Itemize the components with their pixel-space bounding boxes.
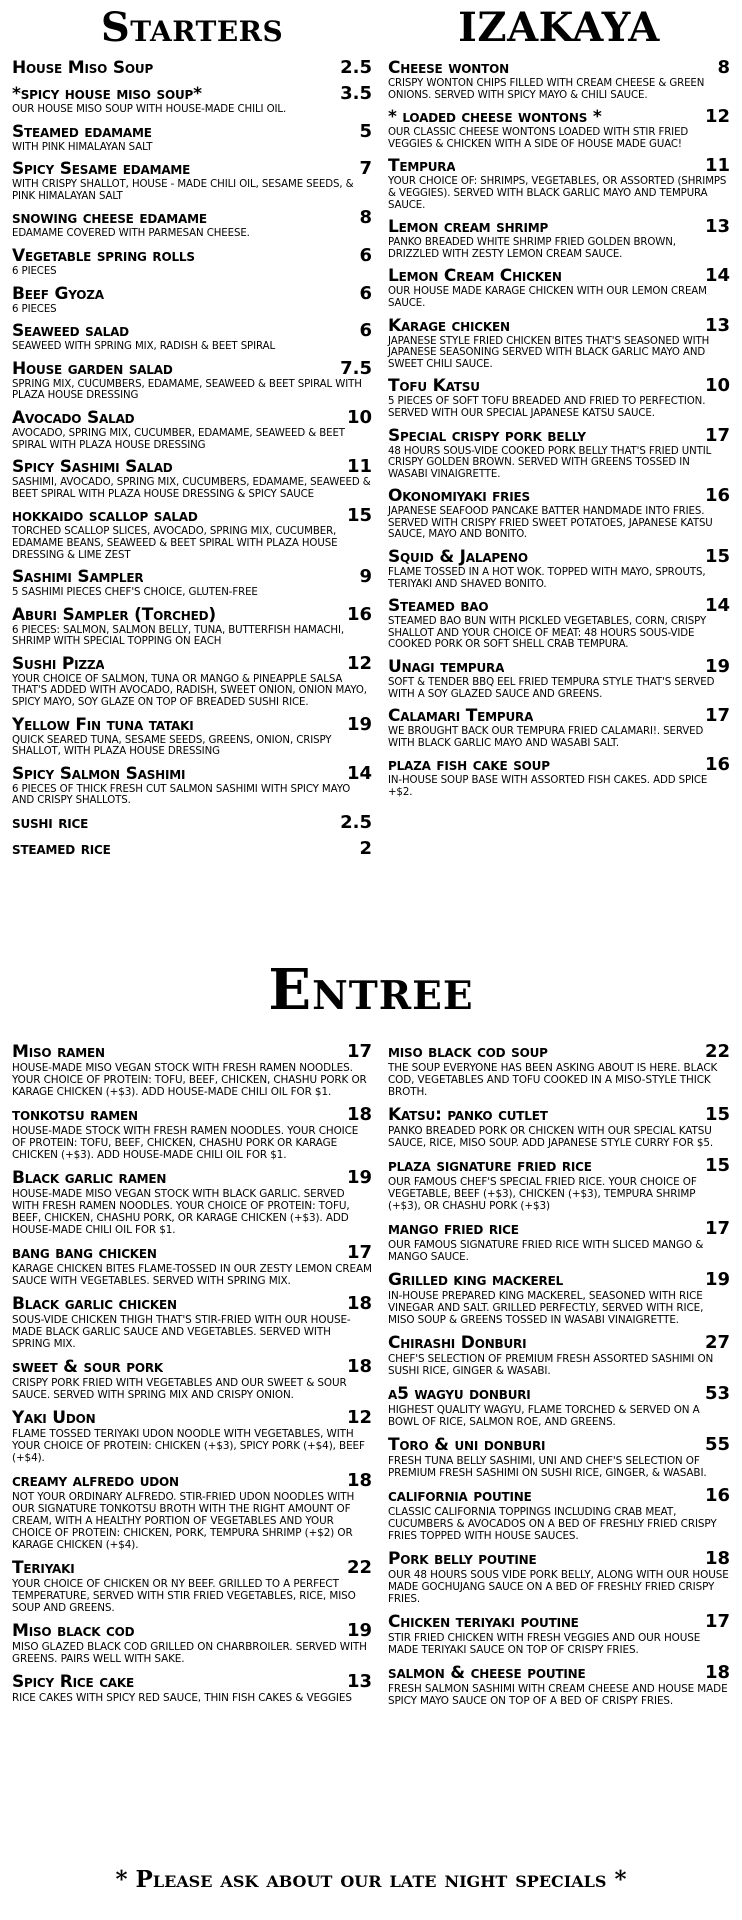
menu-item-price: 22 [346,1557,372,1578]
menu-item-description: NOT YOUR ORDINARY ALFREDO. STIR-FRIED UDON NOODLES WITH OUR SIGNATURE TONKOTSU BROTH WITH THE RIGHT AMOUNT OF CREAM, WITH A HEALTHY PORTION OF VEGETABLES AND YOUR CHOICE OF PROTEIN: CHICKEN, PORK, TEMPURA SHRIMP (+$2) OR KARAGE CHICKEN (+$4). [12,1491,355,1551]
menu-item-name: Teriyaki [12,1559,75,1578]
menu-item-header [12,1672,372,1692]
menu-item-name: Chicken teriyaki poutine [388,1613,579,1632]
menu-item-name: tonkotsu ramen [12,1106,138,1125]
menu-item-description: IN-HOUSE PREPARED KING MACKEREL, SEASONED WITH RICE VINEGAR AND SALT. GRILLED PERFECTLY, SERVED WITH RICE, MISO SOUP & GREENS TOSSED IN WASABI VINAIGRETTE. [388,1290,704,1326]
menu-item-price: 17 [704,1218,730,1239]
menu-item-description: HOUSE-MADE MISO VEGAN STOCK WITH FRESH RAMEN NOODLES. YOUR CHOICE OF PROTEIN: TOFU, BEEF, CHICKEN, CHASHU PORK OR KARAGE CHICKEN (+$3). ADD HOUSE-MADE CHILI OIL FOR $1. [12,1062,367,1098]
menu-item [388,1219,730,1263]
menu-item-price: 55 [704,1434,730,1455]
menu-item-name: sweet & sour pork [12,1358,164,1377]
menu-item-header [12,246,372,266]
menu-item-price: 12 [704,106,730,128]
menu-item [12,1042,372,1098]
menu-item-header [388,1270,730,1290]
menu-item-description: 6 PIECES [12,303,57,315]
menu-item [12,715,372,758]
menu-item [388,266,730,309]
menu-item-price: 10 [704,375,730,397]
menu-item-description: 5 SASHIMI PIECES CHEF'S CHOICE, GLUTEN-FREE [12,587,258,599]
menu-item-name: hokkaido scallop salad [12,507,198,527]
menu-item-name: Steamed bao [388,597,489,617]
menu-item-price: 15 [704,546,730,568]
menu-item-name: salmon & cheese poutine [388,1664,586,1683]
menu-item-price: 17 [704,424,730,446]
menu-item-description: YOUR CHOICE OF CHICKEN OR NY BEEF. GRILLED TO A PERFECT TEMPERATURE, SERVED WITH STIR FRIED VEGETABLES, RICE, MISO SOUP AND GREENS. [12,1578,356,1614]
menu-item [12,813,372,833]
menu-item-price: 6 [359,244,372,266]
menu-item-header [12,84,372,104]
menu-item [12,1558,372,1614]
menu-item-price: 27 [704,1332,730,1353]
menu-item-price: 13 [346,1671,372,1692]
menu-item-price: 3.5 [340,83,372,104]
menu-item-description: OUR HOUSE MISO SOUP WITH HOUSE-MADE CHILI OIL. [12,104,287,115]
menu-item [388,426,730,481]
menu-item-header [12,1558,372,1578]
menu-item-name: Tempura [388,157,456,177]
menu-item-price: 22 [704,1041,730,1062]
menu-item-name: House garden salad [12,359,173,379]
menu-item-price: 7 [359,158,372,180]
menu-item-description: HOUSE-MADE STOCK WITH FRESH RAMEN NOODLES. YOUR CHOICE OF PROTEIN: TOFU, BEEF, CHICKEN, CHASHU PORK OR KARAGE CHICKEN (+$3). ADD HOUSE-MADE CHILI OIL FOR $1. [12,1125,359,1161]
menu-item-price: 19 [346,1167,372,1188]
menu-item-name: Sashimi Sampler [12,568,144,588]
menu-item-name: Karage chicken [388,316,510,336]
menu-item-name: House Miso Soup [12,59,154,78]
menu-item-header [12,1243,372,1263]
menu-item-name: Sushi Pizza [12,654,105,674]
menu-item [12,1621,372,1665]
menu-item [388,1384,730,1428]
menu-item-name: Calamari Tempura [388,707,534,727]
menu-item-description: IN-HOUSE SOUP BASE WITH ASSORTED FISH CAKES. ADD SPICE +$2. [388,775,708,798]
menu-item-price: 6 [359,320,372,342]
menu-item-name: snowing cheese edamame [12,209,207,229]
menu-item-description: HOUSE-MADE MISO VEGAN STOCK WITH BLACK GARLIC. SERVED WITH FRESH RAMEN NOODLES. YOUR CHOICE OF PROTEIN: TOFU, BEEF, CHICKEN, CHASHU PORK, OR KARAGE CHICKEN (+$3). ADD HOUSE-MADE CHILI OIL FOR $1. [12,1188,350,1236]
menu-item-description: KARAGE CHICKEN BITES FLAME-TOSSED IN OUR ZESTY LEMON CREAM SAUCE WITH VEGETABLES. SERVED WITH SPRING MIX. [12,1263,372,1287]
menu-item-description: OUR 48 HOURS SOUS VIDE PORK BELLY, ALONG WITH OUR HOUSE MADE GOCHUJANG SAUCE ON A BED OF FRESHLY FRIED CRISPY FRIES. [388,1569,729,1605]
menu-item-description: FRESH TUNA BELLY SASHIMI, UNI AND CHEF'S SELECTION OF PREMIUM FRESH SASHIMI ON SUSHI RICE, GINGER, & WASABI. [388,1455,707,1479]
menu-item-header [388,1333,730,1353]
menu-item-description: HIGHEST QUALITY WAGYU, FLAME TORCHED & SERVED ON A BOWL OF RICE, SALMON ROE, AND GREENS. [388,1404,700,1428]
menu-item-price: 2.5 [340,812,372,834]
menu-item [12,122,372,154]
menu-item-name: Spicy Rice cake [12,1673,134,1692]
menu-item-name: Okonomiyaki fries [388,487,530,507]
menu-item [388,316,730,371]
menu-item [388,107,730,150]
menu-item-description: YOUR CHOICE OF SALMON, TUNA OR MANGO & PINEAPPLE SALSA THAT'S ADDED WITH AVOCADO, RADISH, SWEET ONION, ONION MAYO, SPICY MAYO, SOY GLAZE ON TOP OF BREADED SUSHI RICE. [12,673,367,709]
menu-item [388,547,730,590]
menu-item [12,654,372,709]
menu-item-description: RICE CAKES WITH SPICY RED SAUCE, THIN FISH CAKES & VEGGIES [12,1692,352,1704]
menu-item-header [12,408,372,428]
menu-item-description: EDAMAME COVERED WITH PARMESAN CHEESE. [12,228,250,240]
izakaya-list [388,58,730,799]
menu-item-price: 19 [346,713,372,735]
entree-left-column [12,1042,372,1711]
menu-item-name: Spicy Sashimi Salad [12,458,173,478]
menu-item [388,1612,730,1656]
menu-item-price: 18 [346,1293,372,1314]
menu-item-header [388,426,730,446]
menu-item-name: Special crispy pork belly [388,426,586,446]
menu-item-header [388,1105,730,1125]
menu-item-price: 10 [346,406,372,428]
menu-item-description: STEAMED BAO BUN WITH PICKLED VEGETABLES, CORN, CRISPY SHALLOT AND YOUR CHOICE OF MEAT: 48 HOURS SOUS-VIDE COOKED PORK OR SOFT SHELL CRAB TEMPURA. [388,616,707,651]
izakaya-title: IZAKAYA [458,4,660,51]
menu-item-header [388,1486,730,1506]
menu-item-description: SPRING MIX, CUCUMBERS, EDAMAME, SEAWEED & BEET SPIRAL WITH PLAZA HOUSE DRESSING [12,378,362,402]
menu-item-header [388,1042,730,1062]
menu-item-name: Toro & uni donburi [388,1436,546,1455]
menu-item-header [12,506,372,526]
menu-item-price: 8 [359,207,372,229]
menu-item-price: 19 [704,656,730,678]
menu-item-price: 17 [346,1041,372,1062]
menu-item [12,58,372,78]
menu-item-description: STIR FRIED CHICKEN WITH FRESH VEGGIES AND OUR HOUSE MADE TERIYAKI SAUCE ON TOP OF CRISPY FRIES. [388,1632,701,1656]
menu-item-header [388,1663,730,1683]
menu-item [388,755,730,798]
menu-item-description: CRISPY WONTON CHIPS FILLED WITH CREAM CHEESE & GREEN ONIONS. SERVED WITH SPICY MAYO & CHILI SAUCE. [388,78,705,101]
menu-item-name: creamy alfredo udon [12,1472,179,1491]
menu-item-price: 2.5 [340,57,372,78]
menu-item-description: 48 HOURS SOUS-VIDE COOKED PORK BELLY THAT'S FRIED UNTIL CRISPY GOLDEN BROWN. SERVED WITH GREENS TOSSED IN WASABI VINAIGRETTE. [388,445,712,480]
starters-title: Starters [100,4,284,51]
menu-item [388,657,730,700]
menu-item-name: Cheese wonton [388,59,509,78]
menu-item-header [12,58,372,78]
menu-item-header [388,596,730,616]
menu-item [12,1471,372,1551]
menu-item-description: OUR FAMOUS CHEF'S SPECIAL FRIED RICE. YOUR CHOICE OF VEGETABLE, BEEF (+$3), CHICKEN (+$3), TEMPURA SHRIMP (+$3), OR CHASHU PORK (+$3) [388,1176,697,1212]
menu-item [12,284,372,316]
menu-item-price: 15 [704,1104,730,1125]
entree-title: Entree [268,957,474,1023]
menu-item [12,506,372,561]
menu-item-description: TORCHED SCALLOP SLICES, AVOCADO, SPRING MIX, CUCUMBER, EDAMAME BEANS, SEAWEED & BEET SPIRAL WITH PLAZA HOUSE DRESSING & LIME ZEST [12,526,338,561]
menu-item-header [388,1219,730,1239]
menu-item-name: * loaded cheese wontons * [388,108,602,128]
menu-item [388,217,730,260]
menu-item-description: WE BROUGHT BACK OUR TEMPURA FRIED CALAMARI!. SERVED WITH BLACK GARLIC MAYO AND WASABI SALT. [388,726,704,749]
menu-item [12,1294,372,1350]
menu-item [12,359,372,402]
menu-item-name: mango fried rice [388,1220,519,1239]
menu-item-price: 15 [704,1155,730,1176]
menu-item-header [12,284,372,304]
menu-item-description: OUR FAMOUS SIGNATURE FRIED RICE WITH SLICED MANGO & MANGO SAUCE. [388,1239,704,1263]
menu-item [388,1333,730,1377]
menu-item [12,1168,372,1236]
menu-item-name: california poutine [388,1487,532,1506]
menu-item-header [12,567,372,587]
menu-item-header [12,1621,372,1641]
menu-item-header [12,839,372,859]
menu-item-price: 7.5 [340,357,372,379]
menu-item-name: plaza fish cake soup [388,756,550,776]
menu-item [388,156,730,211]
menu-item-name: Yaki Udon [12,1409,96,1428]
menu-item-price: 16 [346,603,372,625]
menu-item-description: OUR CLASSIC CHEESE WONTONS LOADED WITH STIR FRIED VEGGIES & CHICKEN WITH A SIDE OF HOUSE MADE GUAC! [388,127,689,150]
menu-item-price: 14 [346,762,372,784]
menu-item-description: PANKO BREADED WHITE SHRIMP FRIED GOLDEN BROWN, DRIZZLED WITH ZESTY LEMON CREAM SAUCE. [388,237,676,260]
menu-item-price: 13 [704,216,730,238]
entree-right-column [388,1042,730,1714]
menu-item-header [388,217,730,237]
menu-item-name: Yellow Fin tuna tataki [12,715,194,735]
menu-item [388,1270,730,1326]
menu-item-price: 13 [704,314,730,336]
menu-item [12,159,372,202]
menu-item [388,1105,730,1149]
late-night-specials-note: * Please ask about our late night specials * [115,1866,627,1893]
menu-item-price: 19 [704,1269,730,1290]
menu-item [12,457,372,500]
menu-item-price: 18 [704,1548,730,1569]
menu-item-header [388,547,730,567]
menu-item [12,246,372,278]
menu-item [388,706,730,749]
menu-item-name: Lemon Cream Chicken [388,267,562,287]
menu-item-header [388,1156,730,1176]
menu-item-price: 17 [704,705,730,727]
menu-item-header [12,1408,372,1428]
menu-item-description: OUR HOUSE MADE KARAGE CHICKEN WITH OUR LEMON CREAM SAUCE. [388,286,707,309]
menu-item [12,1672,372,1704]
menu-item [388,1435,730,1479]
menu-item-price: 5 [359,120,372,142]
menu-item-name: *spicy house miso soup* [12,85,202,104]
menu-item [12,764,372,807]
menu-item-name: Beef Gyoza [12,284,104,304]
menu-item-name: Spicy Salmon Sashimi [12,764,186,784]
menu-item-price: 16 [704,1485,730,1506]
menu-item [12,1105,372,1161]
menu-item-price: 17 [346,1242,372,1263]
menu-item-price: 53 [704,1383,730,1404]
menu-item [12,208,372,240]
menu-item-name: Vegetable spring rolls [12,246,195,266]
menu-item-price: 18 [346,1470,372,1491]
menu-item-header [388,657,730,677]
menu-item [388,58,730,101]
menu-item-name: bang bang chicken [12,1244,157,1263]
menu-item [12,1408,372,1464]
menu-item-header [388,486,730,506]
menu-item [12,1357,372,1401]
menu-item-price: 18 [346,1104,372,1125]
menu-item-description: 5 PIECES OF SOFT TOFU BREADED AND FRIED TO PERFECTION. SERVED WITH OUR SPECIAL JAPANESE KATSU SAUCE. [388,396,706,419]
menu-item-header [388,1384,730,1404]
menu-item-description: MISO GLAZED BLACK COD GRILLED ON CHARBROILER. SERVED WITH GREENS. PAIRS WELL WITH SAKE. [12,1641,367,1665]
menu-item-header [388,706,730,726]
starters-list [12,58,372,859]
izakaya-column [388,4,730,805]
menu-item-header [12,359,372,379]
menu-item-name: sushi rice [12,814,89,834]
menu-item [12,605,372,648]
menu-item-price: 9 [359,566,372,588]
menu-item-description: FLAME TOSSED TERIYAKI UDON NOODLE WITH VEGETABLES, WITH YOUR CHOICE OF PROTEIN: CHICKEN (+$3), SPICY PORK (+$4), BEEF (+$4). [12,1428,365,1464]
menu-item-description: JAPANESE SEAFOOD PANCAKE BATTER HANDMADE INTO FRIES. SERVED WITH CRISPY FRIED SWEET POTATOES, JAPANESE KATSU SAUCE, MAYO AND BONITO. [388,506,713,541]
menu-item-description: SOFT & TENDER BBQ EEL FRIED TEMPURA STYLE THAT'S SERVED WITH A SOY GLAZED SAUCE AND GREENS. [388,677,715,700]
menu-item-name: Miso black cod [12,1622,135,1641]
menu-item-name: plaza signature fried rice [388,1157,592,1176]
menu-item-name: steamed rice [12,840,111,860]
menu-item-header [12,457,372,477]
menu-item-description: PANKO BREADED PORK OR CHICKEN WITH OUR SPECIAL KATSU SAUCE, RICE, MISO SOUP. ADD JAPANESE STYLE CURRY FOR $5. [388,1125,714,1149]
menu-item-price: 17 [704,1611,730,1632]
menu-item-header [12,1042,372,1062]
menu-item [388,1663,730,1707]
menu-item-description: CRISPY PORK FRIED WITH VEGETABLES AND OUR SWEET & SOUR SAUCE. SERVED WITH SPRING MIX AND CRISPY ONION. [12,1377,347,1401]
menu-item-description: FRESH SALMON SASHIMI WITH CREAM CHEESE AND HOUSE MADE SPICY MAYO SAUCE ON TOP OF A BED OF CRISPY FRIES. [388,1683,728,1707]
menu-item-description: AVOCADO, SPRING MIX, CUCUMBER, EDAMAME, SEAWEED & BEET SPIRAL WITH PLAZA HOUSE DRESSING [12,427,345,451]
menu-item-name: a5 wagyu donburi [388,1385,531,1404]
menu-item-price: 18 [346,1356,372,1377]
menu-item-header [12,159,372,179]
menu-item-header [12,321,372,341]
menu-item-price: 16 [704,485,730,507]
menu-item-header [388,58,730,78]
menu-item-header [388,376,730,396]
menu-item-name: Seaweed salad [12,322,129,342]
menu-item-name: Tofu Katsu [388,377,480,397]
menu-item [388,596,730,651]
menu-item [12,408,372,451]
menu-item-price: 6 [359,282,372,304]
menu-item [388,1156,730,1212]
menu-item-name: Lemon cream shrimp [388,218,549,238]
menu-item [388,1486,730,1542]
menu-item-description: 6 PIECES OF THICK FRESH CUT SALMON SASHIMI WITH SPICY MAYO AND CRISPY SHALLOTS. [12,783,351,807]
menu-item-description: WITH PINK HIMALAYAN SALT [12,141,153,153]
menu-item-price: 18 [704,1662,730,1683]
menu-item-description: JAPANESE STYLE FRIED CHICKEN BITES THAT'S SEASONED WITH JAPANESE SEASONING SERVED WITH BLACK GARLIC MAYO AND SWEET CHILI SAUCE. [388,335,710,370]
menu-item [12,567,372,599]
menu-item-name: Aburi Sampler (Torched) [12,605,216,625]
menu-item-header [12,715,372,735]
menu-item-header [388,107,730,127]
menu-item-header [12,1294,372,1314]
menu-item-header [388,1612,730,1632]
menu-item-header [12,605,372,625]
menu-item-header [12,1105,372,1125]
menu-item [388,486,730,541]
menu-item-header [12,764,372,784]
menu-item-description: SASHIMI, AVOCADO, SPRING MIX, CUCUMBERS, EDAMAME, SEAWEED & BEET SPIRAL WITH PLAZA HOUSE DRESSING & SPICY SAUCE [12,477,371,500]
menu-item-description: 6 PIECES [12,265,57,277]
menu-item-header [12,654,372,674]
menu-item-description: THE SOUP EVERYONE HAS BEEN ASKING ABOUT IS HERE. BLACK COD, VEGETABLES AND TOFU COOKED IN A MISO-STYLE THICK BROTH. [388,1062,718,1098]
menu-item [12,839,372,859]
menu-item-name: Steamed edamame [12,122,152,142]
menu-item-description: CLASSIC CALIFORNIA TOPPINGS INCLUDING CRAB MEAT, CUCUMBERS & AVOCADOS ON A BED OF FRESHLY FRIED CRISPY FRIES TOPPED WITH HOUSE SAUCES. [388,1506,717,1542]
menu-item-price: 8 [717,57,730,78]
menu-item-header [12,122,372,142]
menu-item-price: 11 [704,155,730,177]
menu-item-name: Grilled king mackerel [388,1271,564,1290]
menu-item-header [388,1549,730,1569]
menu-item-name: Chirashi Donburi [388,1334,527,1353]
menu-item-description: 6 PIECES: SALMON, SALMON BELLY, TUNA, BUTTERFISH HAMACHI, SHRIMP WITH SPECIAL TOPPING ON EACH [12,624,345,648]
menu-item-price: 16 [704,754,730,776]
menu-item-price: 14 [704,265,730,287]
menu-item [388,1549,730,1605]
menu-item-price: 12 [346,1407,372,1428]
menu-item-name: Black garlic chicken [12,1295,177,1314]
entree-left-list [12,1042,372,1704]
menu-item-price: 14 [704,595,730,617]
menu-item [12,1243,372,1287]
menu-item-name: Katsu: panko cutlet [388,1106,548,1125]
menu-item-description: SOUS-VIDE CHICKEN THIGH THAT'S STIR-FRIED WITH OUR HOUSE-MADE BLACK GARLIC SAUCE AND VEGETABLES. SERVED WITH SPRING MIX. [12,1314,351,1350]
menu-item-price: 11 [346,456,372,478]
entree-right-list [388,1042,730,1707]
menu-item-header [388,755,730,775]
menu-item-description: YOUR CHOICE OF: SHRIMPS, VEGETABLES, OR ASSORTED (SHRIMPS & VEGGIES). SERVED WITH BLACK GARLIC MAYO AND TEMPURA SAUCE. [388,176,727,211]
menu-item-name: Unagi tempura [388,658,505,678]
menu-item-header [12,1168,372,1188]
menu-item-header [12,208,372,228]
menu-item [388,1042,730,1098]
menu-item [12,321,372,353]
menu-item-price: 15 [346,505,372,527]
menu-item-name: Squid & Jalapeno [388,548,528,568]
menu-item-name: Avocado Salad [12,408,135,428]
menu-item-header [12,813,372,833]
menu-item-price: 2 [359,838,372,860]
menu-item-description: QUICK SEARED TUNA, SESAME SEEDS, GREENS, ONION, CRISPY SHALLOT, WITH PLAZA HOUSE DRESSING [12,734,332,758]
menu-item-description: SEAWEED WITH SPRING MIX, RADISH & BEET SPIRAL [12,341,276,353]
menu-item-name: miso black cod soup [388,1043,548,1062]
menu-item-description: WITH CRISPY SHALLOT, HOUSE - MADE CHILI OIL, SESAME SEEDS, & PINK HIMALAYAN SALT [12,179,354,202]
menu-item-header [388,156,730,176]
menu-item [12,84,372,116]
menu-item-description: CHEF'S SELECTION OF PREMIUM FRESH ASSORTED SASHIMI ON SUSHI RICE, GINGER & WASABI. [388,1353,714,1377]
menu-item-header [12,1357,372,1377]
menu-item-price: 19 [346,1620,372,1641]
menu-item-header [388,1435,730,1455]
menu-item-name: Spicy Sesame edamame [12,160,191,180]
menu-item-header [12,1471,372,1491]
menu-item [388,376,730,419]
menu-item-name: Black garlic ramen [12,1169,167,1188]
menu-item-name: Pork belly poutine [388,1550,537,1569]
menu-item-description: FLAME TOSSED IN A HOT WOK. TOPPED WITH MAYO, SPROUTS, TERIYAKI AND SHAVED BONITO. [388,567,706,590]
menu-item-name: Miso ramen [12,1043,105,1062]
menu-item-header [388,266,730,286]
menu-item-header [388,316,730,336]
starters-column [12,4,372,865]
menu-item-price: 12 [346,652,372,674]
